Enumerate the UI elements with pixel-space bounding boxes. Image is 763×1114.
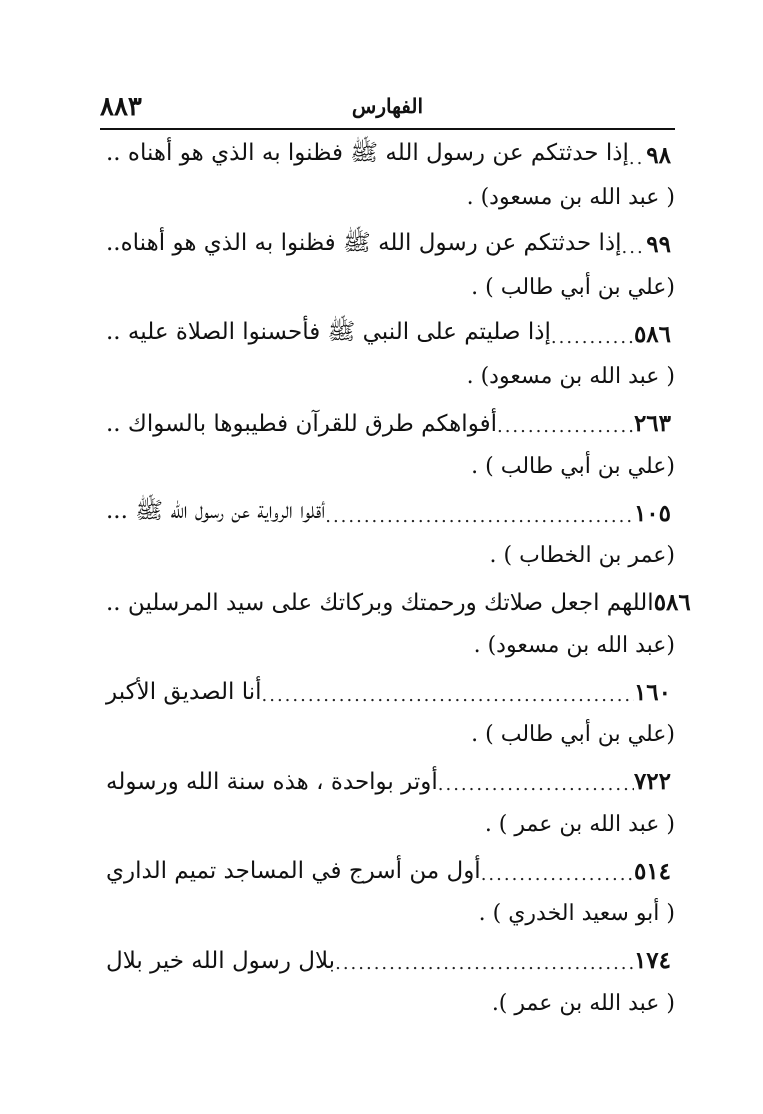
entry-page-number: ٥٨٦ (653, 589, 691, 616)
index-entries (100, 130, 691, 1025)
hadith-text: أفواهكم طرق للقرآن فطيبوها بالسواك .. (106, 410, 497, 437)
entry-line (100, 226, 675, 264)
index-entry (100, 757, 675, 847)
entry-line (100, 315, 675, 353)
index-entry (100, 130, 675, 220)
hadith-text: أوتر بواحدة ، هذه سنة الله ورسوله (106, 768, 438, 795)
entry-page-number: ٩٩ (646, 231, 671, 258)
index-entry (100, 667, 675, 757)
hadith-text: إذا صليتم على النبي ﷺ فأحسنوا الصلاة عليه .. (106, 319, 551, 345)
hadith-text: اللهم اجعل صلاتك ورحمتك وبركاتك على سيد المرسلين .. (106, 589, 654, 616)
entry-line (100, 673, 675, 711)
entry-line (100, 136, 675, 174)
entry-page-number: ٧٢٢ (633, 768, 671, 795)
entry-page-number: ٥١٤ (633, 857, 671, 885)
hadith-text: أقلوا الرواية عن رسول الله ﷺ ... (106, 498, 326, 524)
dot-leader (629, 148, 646, 169)
narrator: (علي بن أبي طالب ) . (471, 453, 675, 479)
entry-page-number: ٢٦٣ (633, 410, 671, 437)
dot-leader (325, 506, 634, 527)
narrator: ( عبد الله بن عمر ) . (484, 811, 675, 837)
dot-leader (481, 864, 634, 885)
entry-page-number: ١٦٠ (633, 678, 671, 706)
narrator: ( أبو سعيد الخدري ) . (478, 901, 675, 926)
running-title: الفهارس (351, 94, 424, 118)
entry-page-number: ١٠٥ (633, 499, 671, 527)
entry-line (100, 942, 675, 980)
entry-page-number: ٩٨ (646, 141, 671, 169)
entry-line (100, 494, 675, 532)
narrator: (عمر بن الخطاب ) . (489, 543, 675, 568)
dot-leader (335, 953, 634, 974)
narrator: (علي بن أبي طالب ) . (471, 274, 675, 300)
dot-leader (622, 237, 647, 258)
narrator: (عبد الله بن مسعود) . (473, 632, 675, 658)
entry-line (100, 763, 675, 801)
index-entry (100, 220, 675, 310)
dot-leader (262, 685, 634, 706)
hadith-text: بلال رسول الله خير بلال (106, 947, 336, 974)
entry-line (100, 584, 691, 622)
index-entry (100, 309, 675, 399)
entry-page-number: ١٧٤ (633, 947, 671, 974)
entry-line (100, 405, 675, 443)
narrator: ( عبد الله بن مسعود) . (466, 364, 675, 389)
hadith-text: إذا حدثتكم عن رسول الله ﷺ فظنوا به الذي هو أهناه.. (106, 229, 622, 256)
index-entry (100, 936, 675, 1026)
hadith-text: أنا الصديق الأكبر (106, 679, 262, 705)
page-header (100, 90, 675, 130)
dot-leader (438, 774, 634, 795)
dot-leader (551, 327, 634, 348)
dot-leader (497, 416, 634, 437)
index-entry (100, 846, 675, 936)
entry-line (100, 852, 675, 890)
narrator: (علي بن أبي طالب ) . (471, 722, 675, 747)
narrator: ( عبد الله بن مسعود) . (466, 185, 675, 210)
index-entry (100, 488, 675, 578)
index-entry (100, 399, 675, 489)
hadith-text: أول من أسرج في المساجد تميم الداري (106, 858, 481, 884)
index-entry (100, 578, 691, 668)
hadith-text: إذا حدثتكم عن رسول الله ﷺ فظنوا به الذي هو أهناه .. (106, 140, 629, 166)
entry-page-number: ٥٨٦ (633, 320, 671, 348)
narrator: ( عبد الله بن عمر ). (491, 990, 675, 1016)
page-number: ٨٨٣ (100, 92, 142, 122)
